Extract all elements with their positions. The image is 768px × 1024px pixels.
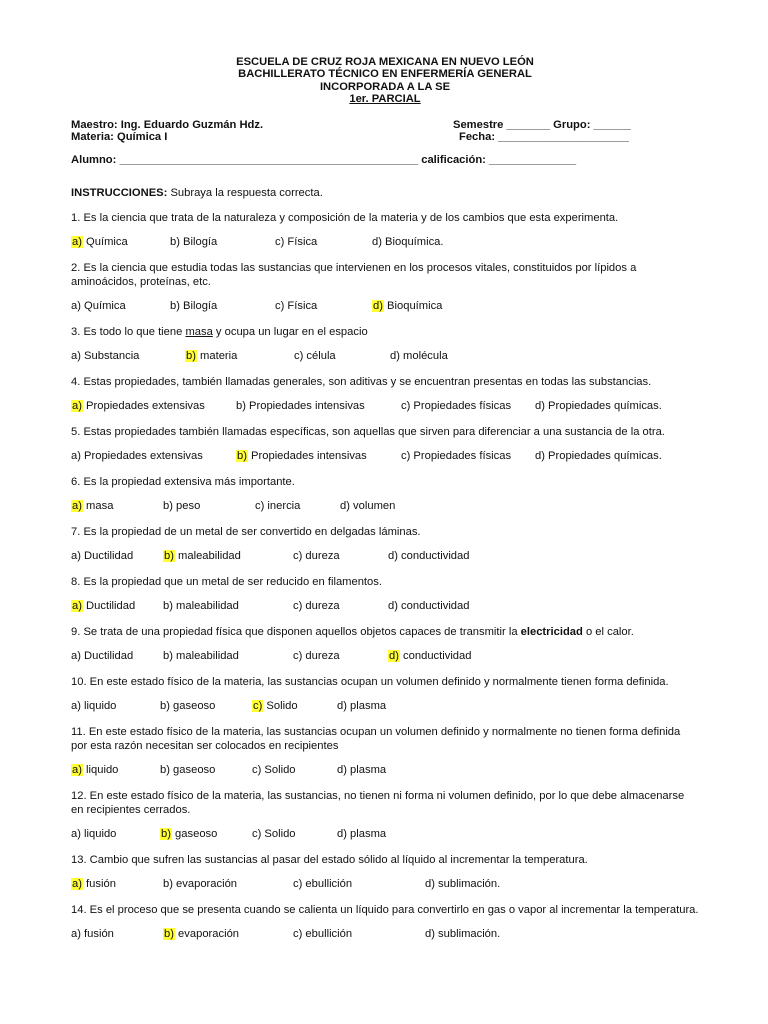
date-line: Fecha: _____________________ [459, 130, 629, 143]
question-10: 10. En este estado físico de la materia, las sustancias ocupan un volumen definido y normalmente tienen forma definida. [71, 675, 669, 688]
question-text: 9. Se trata de una propiedad física que disponen aquellos objetos capaces de transmitir la [71, 625, 521, 638]
options-8 [71, 599, 699, 613]
option: d) plasma [337, 763, 387, 776]
option: b) Bilogía [170, 235, 218, 248]
option: a) Ductilidad [71, 549, 134, 562]
options-14 [71, 927, 699, 941]
option-label: Propiedades intensivas [247, 449, 367, 462]
option: a) Ductilidad [71, 649, 134, 662]
option: d) molécula [390, 349, 448, 362]
answer-highlight: b) [237, 449, 247, 462]
answer-highlight: a) [72, 599, 82, 612]
answer-highlight: b) [161, 827, 171, 840]
option: c) Solido [252, 827, 296, 840]
option: b) gaseoso [160, 699, 216, 712]
option: b) maleabilidad [163, 599, 239, 612]
exam-page [71, 56, 699, 941]
option: c) Propiedades físicas [401, 449, 512, 462]
answer-highlight: c) [253, 699, 263, 712]
question-2: 2. Es la ciencia que estudia todas las sustancias que intervienen en los procesos vitales, constituidos por lípidos a aminoácidos, proteínas, etc. [71, 261, 637, 288]
options-2 [71, 299, 699, 313]
student-line: Alumno: ________________________________________________ calificación: ______________ [71, 153, 577, 166]
option-label: Ductilidad [82, 599, 136, 612]
answer-highlight: a) [72, 499, 82, 512]
option: a) Propiedades extensivas [71, 449, 203, 462]
question-11: 11. En este estado físico de la materia, las sustancias ocupan un volumen definido y normalmente no tienen forma definida por esta razón necesitan ser colocados en recipientes [71, 725, 681, 752]
option: c) Solido [252, 763, 296, 776]
options-7 [71, 549, 699, 563]
exam-header [71, 56, 699, 106]
option: d) conductividad [388, 599, 470, 612]
exam-title: 1er. PARCIAL [349, 93, 421, 106]
question-text: o el calor. [582, 625, 634, 638]
teacher-line: Maestro: Ing. Eduardo Guzmán Hdz. [71, 118, 264, 131]
question-7: 7. Es la propiedad de un metal de ser convertido en delgadas láminas. [71, 525, 421, 538]
options-4 [71, 399, 699, 413]
option: c) Propiedades físicas [401, 399, 512, 412]
option: c) ebullición [293, 877, 353, 890]
option-label: Propiedades extensivas [82, 399, 205, 412]
bold-word: electricidad [520, 625, 583, 638]
option-label: masa [82, 499, 114, 512]
option: d) sublimación. [425, 927, 501, 940]
option: d) Propiedades químicas. [535, 449, 662, 462]
option: c) Física [275, 299, 318, 312]
question-text: y ocupa un lugar en el espacio [212, 325, 368, 338]
option: d) sublimación. [425, 877, 501, 890]
semester-group-line: Semestre _______ Grupo: ______ [453, 118, 631, 131]
options-9 [71, 649, 699, 663]
option-label: evaporación [174, 927, 240, 940]
question-8: 8. Es la propiedad que un metal de ser reducido en filamentos. [71, 575, 382, 588]
underlined-word: masa [185, 325, 213, 338]
instructions [71, 187, 699, 199]
answer-highlight: a) [72, 399, 82, 412]
answer-highlight: b) [164, 549, 174, 562]
instructions-text: Subraya la respuesta correcta. [167, 186, 323, 199]
option: c) célula [294, 349, 336, 362]
option: d) conductividad [388, 549, 470, 562]
question-3 [71, 325, 699, 339]
question-6: 6. Es la propiedad extensiva más importante. [71, 475, 295, 488]
program-name: BACHILLERATO TÉCNICO EN ENFERMERÍA GENERAL [238, 68, 532, 81]
answer-highlight: a) [72, 235, 82, 248]
instructions-label: INSTRUCCIONES: [71, 186, 168, 199]
option: a) Química [71, 299, 126, 312]
question-13: 13. Cambio que sufren las sustancias al pasar del estado sólido al líquido al incrementar la temperatura. [71, 853, 588, 866]
answer-highlight: a) [72, 877, 82, 890]
option: b) gaseoso [160, 763, 216, 776]
option: c) ebullición [293, 927, 353, 940]
option: c) dureza [293, 649, 340, 662]
options-1 [71, 235, 699, 249]
option-label: Solido [263, 699, 298, 712]
exam-meta [71, 119, 699, 145]
options-13 [71, 877, 699, 891]
option: c) inercia [255, 499, 301, 512]
question-1: 1. Es la ciencia que trata de la naturaleza y composición de la materia y de los cambios que esta experimenta. [71, 211, 619, 224]
option-label: conductividad [399, 649, 472, 662]
question-5: 5. Estas propiedades también llamadas específicas, son aquellas que sirven para diferenciar a una sustancia de la otra. [71, 425, 665, 438]
school-name: ESCUELA DE CRUZ ROJA MEXICANA EN NUEVO LEÓN [236, 56, 534, 68]
option: d) plasma [337, 699, 387, 712]
option: b) peso [163, 499, 201, 512]
options-3 [71, 349, 699, 363]
option: c) dureza [293, 599, 340, 612]
option-label: gaseoso [171, 827, 218, 840]
question-9 [71, 625, 699, 639]
option-label: materia [196, 349, 238, 362]
answer-highlight: a) [72, 763, 82, 776]
option: b) evaporación [163, 877, 238, 890]
option-label: maleabilidad [174, 549, 241, 562]
answer-highlight: d) [389, 649, 399, 662]
option-label: Química [82, 235, 128, 248]
options-6 [71, 499, 699, 513]
answer-highlight: b) [186, 349, 196, 362]
incorporation: INCORPORADA A LA SE [319, 80, 451, 93]
option: d) Propiedades químicas. [535, 399, 662, 412]
option: d) volumen [340, 499, 396, 512]
options-10 [71, 699, 699, 713]
option-label: liquido [82, 763, 119, 776]
options-11 [71, 763, 699, 777]
option: a) liquido [71, 827, 117, 840]
option: b) Propiedades intensivas [236, 399, 365, 412]
question-14: 14. Es el proceso que se presenta cuando se calienta un líquido para convertirlo en gas o vapor al incrementar la temperatura. [71, 903, 699, 916]
option: a) liquido [71, 699, 117, 712]
option: d) plasma [337, 827, 387, 840]
question-12: 12. En este estado físico de la materia, las sustancias, no tienen ni forma ni volumen definido, por lo que debe almacenarse en recipientes cerrados. [71, 789, 685, 816]
option: a) Substancia [71, 349, 140, 362]
option: c) Física [275, 235, 318, 248]
option-label: fusión [82, 877, 116, 890]
option: d) Bioquímica. [372, 235, 444, 248]
answer-highlight: d) [373, 299, 383, 312]
subject-line: Materia: Química I [71, 130, 168, 143]
options-5 [71, 449, 699, 463]
option: a) fusión [71, 927, 114, 940]
answer-highlight: b) [164, 927, 174, 940]
question-4: 4. Estas propiedades, también llamadas generales, son aditivas y se encuentran presentas en todas las substancias. [71, 375, 652, 388]
option: b) Bilogía [170, 299, 218, 312]
question-text: 3. Es todo lo que tiene [71, 325, 186, 338]
option: b) maleabilidad [163, 649, 239, 662]
options-12 [71, 827, 699, 841]
option-label: Bioquímica [383, 299, 443, 312]
option: c) dureza [293, 549, 340, 562]
